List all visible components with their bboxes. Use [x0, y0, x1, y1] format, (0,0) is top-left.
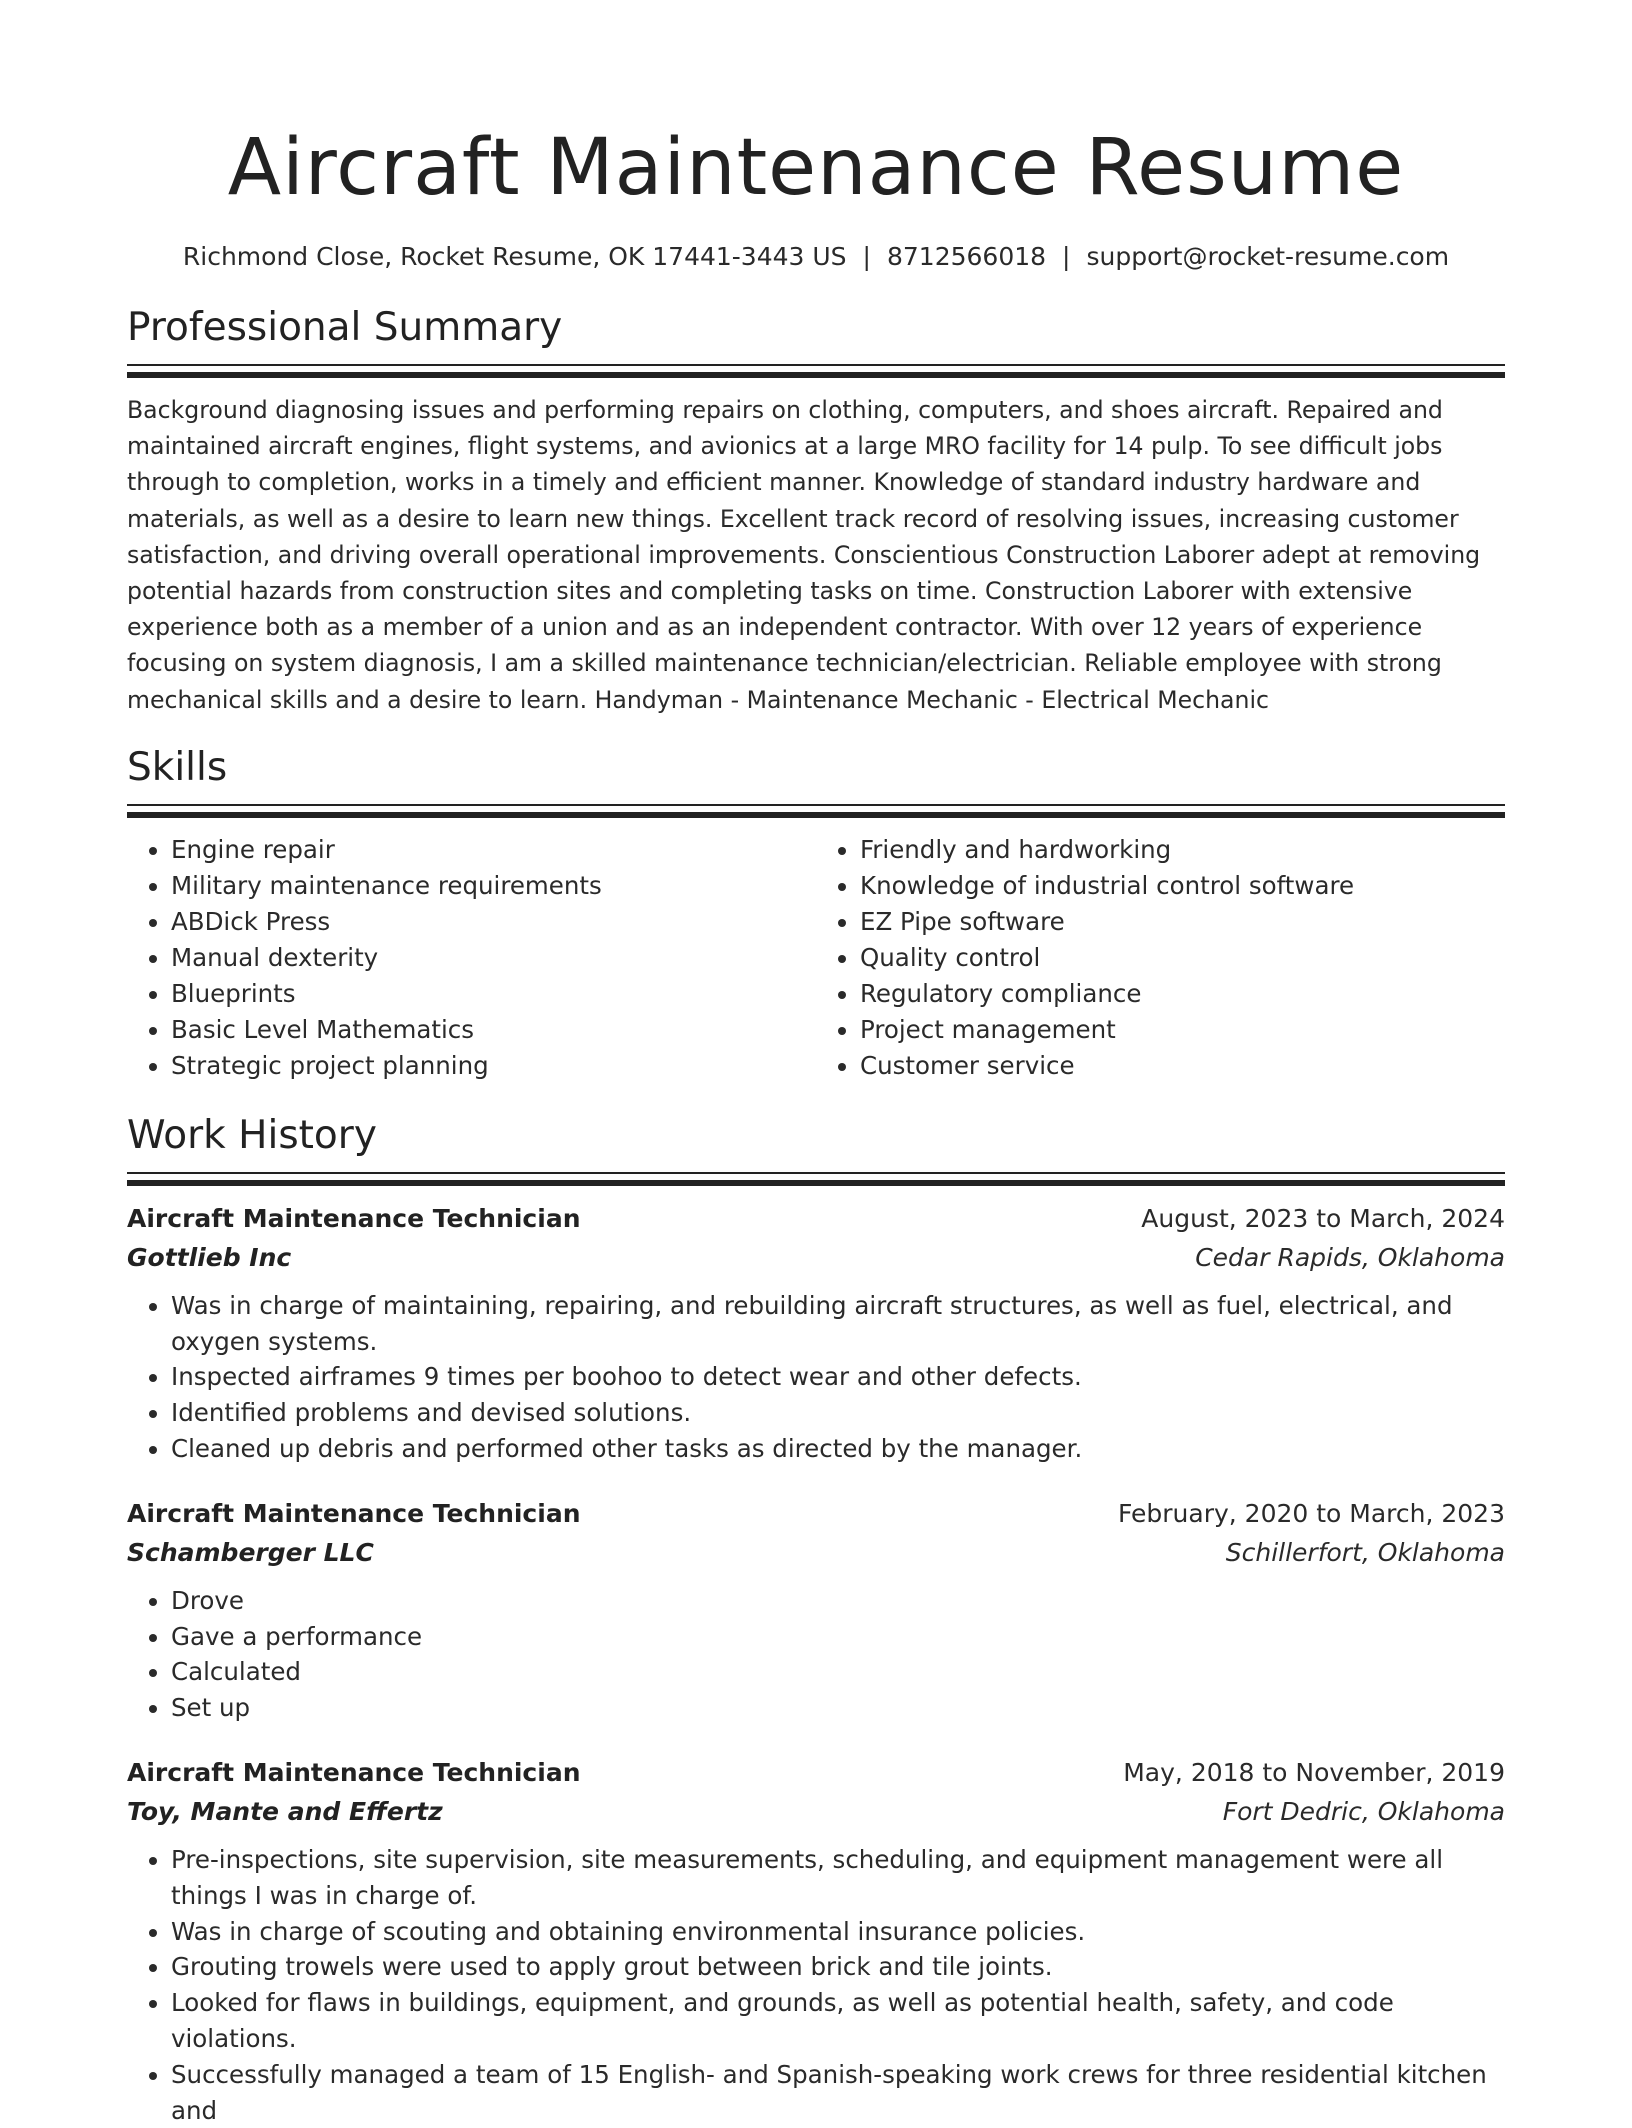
contact-phone: 8712566018	[886, 242, 1047, 271]
job-title: Aircraft Maintenance Technician	[127, 1758, 581, 1787]
job-company: Schamberger LLC	[127, 1537, 374, 1567]
job-bullet: • Drove	[171, 1583, 1505, 1619]
job-header	[127, 1495, 1505, 1533]
section-divider	[127, 1172, 1505, 1186]
skill-item: • Quality control	[860, 940, 1505, 976]
job-bullets	[127, 1842, 1505, 2128]
contact-line	[127, 240, 1505, 274]
job-subheader	[127, 1533, 1505, 1573]
skill-item: • Customer service	[860, 1048, 1505, 1084]
resume-title: Aircraft Maintenance Resume	[227, 123, 1405, 213]
job-bullet: • Grouting trowels were used to apply grout between brick and tile joints.	[171, 1949, 1505, 1985]
section-divider	[127, 364, 1505, 378]
skill-item: • Strategic project planning	[171, 1048, 816, 1084]
section-title-work-history: Work History	[127, 1112, 377, 1158]
summary-text: Background diagnosing issues and performing repairs on clothing, computers, and shoes aircraft. Repaired and maintained aircraft engines, flight systems, and avionics at a large MRO facility for 14 pulp. To see difficult jobs through to completion, works in a timely and efficient manner. Knowledge of standard industry hardware and materials, as well as a desire to learn new things. Excellent track record of resolving issues, increasing customer satisfaction, and driving overall operational improvements. Conscientious Construction Laborer adept at removing potential hazards from construction sites and completing tasks on time. Construction Laborer with extensive experience both as a member of a union and as an independent contractor. With over 12 years of experience focusing on system diagnosis, I am a skilled maintenance technician/electrician. Reliable employee with strong mechanical skills and a desire to learn. Handyman - Maintenance Mechanic - Electrical Mechanic	[127, 396, 1481, 714]
job-entry	[127, 1754, 1505, 2128]
job-dates: August, 2023 to March, 2024	[1141, 1203, 1505, 1233]
skill-item: • Knowledge of industrial control software	[860, 868, 1505, 904]
skill-item: • Friendly and hardworking	[860, 832, 1505, 868]
job-dates: May, 2018 to November, 2019	[1123, 1758, 1505, 1787]
contact-separator: |	[1062, 242, 1071, 271]
job-location: Fort Dedric, Oklahoma	[1222, 1797, 1505, 1826]
section-title-skills: Skills	[127, 744, 228, 790]
job-header	[127, 1200, 1505, 1238]
job-bullet: • Successfully managed a team of 15 English- and Spanish-speaking work crews for three residential kitchen and	[171, 2057, 1505, 2128]
job-subheader	[127, 1238, 1505, 1278]
job-bullets	[127, 1583, 1505, 1726]
skill-item: • ABDick Press	[171, 904, 816, 940]
job-bullet: • Set up	[171, 1690, 1505, 1726]
skill-item: • EZ Pipe software	[860, 904, 1505, 940]
job-bullet: • Was in charge of scouting and obtaining environmental insurance policies.	[171, 1914, 1505, 1950]
job-bullet: • Looked for flaws in buildings, equipment, and grounds, as well as potential health, safety, and code violations.	[171, 1985, 1505, 2057]
job-location: Cedar Rapids, Oklahoma	[1195, 1242, 1505, 1272]
skills-columns	[127, 832, 1505, 1084]
job-bullet: • Pre-inspections, site supervision, site measurements, scheduling, and equipment management were all things I was in charge of.	[171, 1842, 1505, 1914]
job-bullet: • Calculated	[171, 1654, 1505, 1690]
section-divider	[127, 804, 1505, 818]
skill-item: • Project management	[860, 1012, 1505, 1048]
work-history-section	[127, 1112, 1505, 2128]
job-dates: February, 2020 to March, 2023	[1117, 1498, 1505, 1528]
job-bullet: • Identified problems and devised solutions.	[171, 1395, 1505, 1431]
job-bullet: • Was in charge of maintaining, repairing, and rebuilding aircraft structures, as well as fuel, electrical, and oxygen systems.	[171, 1288, 1505, 1360]
job-location: Schillerfort, Oklahoma	[1225, 1537, 1505, 1567]
job-bullet: • Gave a performance	[171, 1619, 1505, 1655]
job-header	[127, 1754, 1505, 1792]
contact-address: Richmond Close, Rocket Resume, OK 17441-3443 US	[182, 242, 847, 271]
job-company: Gottlieb Inc	[127, 1242, 292, 1272]
skill-item: • Blueprints	[171, 976, 816, 1012]
skill-item: • Military maintenance requirements	[171, 868, 816, 904]
job-bullet: • Inspected airframes 9 times per boohoo to detect wear and other defects.	[171, 1359, 1505, 1395]
job-company: Toy, Mante and Effertz	[127, 1797, 443, 1826]
contact-separator: |	[862, 242, 871, 271]
job-entry	[127, 1200, 1505, 1467]
skill-item: • Manual dexterity	[171, 940, 816, 976]
skill-item: • Basic Level Mathematics	[171, 1012, 816, 1048]
skills-list-right	[816, 832, 1505, 1084]
skill-item: • Engine repair	[171, 832, 816, 868]
job-subheader	[127, 1792, 1505, 1832]
skills-section	[127, 744, 1505, 1084]
skills-list-left	[127, 832, 816, 1084]
job-entry	[127, 1495, 1505, 1726]
job-title: Aircraft Maintenance Technician	[127, 1203, 581, 1233]
job-bullet: • Cleaned up debris and performed other tasks as directed by the manager.	[171, 1431, 1505, 1467]
section-title-summary: Professional Summary	[127, 305, 563, 350]
contact-email: support@rocket-resume.com	[1086, 242, 1450, 271]
job-bullets	[127, 1288, 1505, 1467]
job-title: Aircraft Maintenance Technician	[127, 1498, 581, 1528]
skill-item: • Regulatory compliance	[860, 976, 1505, 1012]
summary-section	[127, 304, 1505, 718]
